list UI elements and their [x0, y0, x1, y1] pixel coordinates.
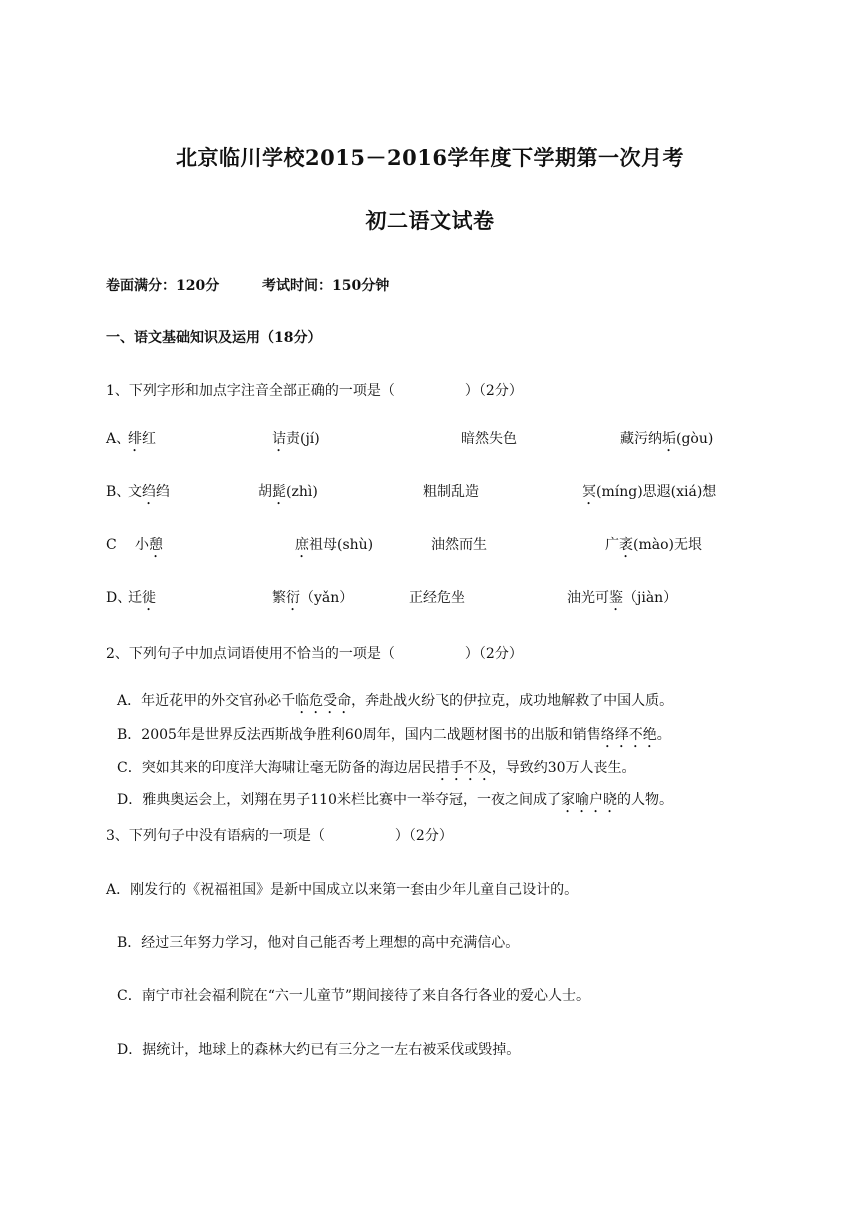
q3-option-d: D．据统计，地球上的森林大约已有三分之一左右被采伐或毁掉。 [117, 1042, 521, 1058]
time-info: 考试时间：150分钟 [262, 278, 390, 294]
text-run: A．年近花甲的外交官孙必千 [117, 693, 296, 709]
q1-option-c-item-4 [605, 534, 702, 561]
section-1-title: 一、语文基础知识及运用（18分） [106, 330, 322, 346]
text-run: B．2005年是世界反法西斯战争胜利60周年，国内二战题材图书的出版和销售 [117, 727, 601, 743]
dotted-char: 垢 [662, 431, 676, 447]
dotted-char: 袤 [619, 537, 633, 553]
q1-option-d-item-1 [128, 587, 156, 614]
text-run: 广 [605, 537, 619, 553]
text-run: 藏污纳 [620, 431, 662, 447]
text-run: 文 [128, 484, 142, 500]
q1-option-c-item-1 [135, 534, 163, 561]
q1-option-a-item-4 [620, 428, 713, 455]
q2-option-b [117, 724, 671, 751]
text-run: (zhì) [286, 484, 318, 500]
q2-option-c [117, 757, 636, 784]
text-run: C．突如其来的印度洋大海啸让毫无防备的海边居民 [117, 760, 436, 776]
q1-option-a-item-3: 暗然失色 [461, 431, 517, 447]
text-run: ，奔赴战火纷飞的伊拉克，成功地解救了中国人质。 [351, 693, 674, 709]
dotted-char: 衍 [286, 590, 300, 606]
text-run: （jiàn） [623, 590, 678, 606]
text-run: (xiá)想 [670, 484, 717, 500]
text-run: （yǎn） [300, 590, 354, 606]
q1-option-b-item-2 [258, 481, 318, 508]
text-run: 迁 [128, 590, 142, 606]
text-run: 油光可 [567, 590, 609, 606]
q1-option-d-item-2 [272, 587, 353, 614]
text-run: 小 [135, 537, 149, 553]
dotted-char: 诘 [272, 431, 286, 447]
q3-option-b: B．经过三年努力学习，他对自己能否考上理想的高中充满信心。 [117, 935, 520, 951]
question-1-stem: 1、下列字形和加点字注音全部正确的一项是（ ）（2分） [106, 383, 523, 399]
dotted-phrase: 措手不及 [435, 760, 492, 776]
question-3-stem: 3、下列句子中没有语病的一项是（ ）（2分） [106, 828, 453, 844]
q1-option-b-item-4 [582, 481, 716, 508]
dotted-char: 绯 [128, 431, 142, 447]
q1-option-d-item-3: 正经危坐 [409, 590, 465, 606]
q1-option-b-item-1 [128, 481, 170, 508]
dotted-char: 髭 [272, 484, 286, 500]
question-2-stem: 2、下列句子中加点词语使用不恰当的一项是（ ）（2分） [106, 646, 523, 662]
q3-option-c: C．南宁市社会福利院在“六一儿童节”期间接待了来自各行各业的爱心人士。 [117, 988, 591, 1004]
q1-option-a-item-1 [128, 428, 156, 455]
text-run: (míng)思遐 [596, 484, 671, 500]
text-run: 胡 [258, 484, 272, 500]
text-run: (gòu) [676, 431, 714, 447]
dotted-phrase: 家喻户晓 [560, 792, 617, 808]
q1-option-a-label: A、 [106, 431, 131, 447]
text-run: 红 [142, 431, 156, 447]
q1-option-c-item-2 [295, 534, 373, 561]
text-run: 繁 [272, 590, 286, 606]
text-run: 绉 [156, 484, 170, 500]
q1-option-b-label: B、 [106, 484, 131, 500]
q1-option-c-label: C [106, 537, 131, 553]
q1-option-c-item-3: 油然而生 [431, 537, 487, 553]
dotted-char: 憩 [149, 537, 163, 553]
q3-option-a: A．刚发行的《祝福祖国》是新中国成立以来第一套由少年儿童自己设计的。 [106, 882, 579, 898]
text-run: 的人物。 [616, 792, 673, 808]
q2-option-d [117, 789, 673, 816]
text-run: 祖母(shù) [309, 537, 374, 553]
score-info: 卷面满分：120分 [106, 278, 220, 294]
page-title: 北京临川学校2015－2016学年度下学期第一次月考 [176, 145, 684, 170]
q1-option-d-item-4 [567, 587, 677, 614]
dotted-char: 鉴 [609, 590, 623, 606]
dotted-char: 冥 [582, 484, 596, 500]
text-run: ，导致约30万人丧生。 [491, 760, 636, 776]
dotted-phrase: 临危受命 [295, 693, 352, 709]
dotted-char: 绉 [142, 484, 156, 500]
text-run: 责(jí) [286, 431, 320, 447]
dotted-char: 庶 [295, 537, 309, 553]
q1-option-d-label: D、 [106, 590, 132, 606]
dotted-phrase: 络绎不绝 [600, 727, 657, 743]
q2-option-a [117, 690, 673, 717]
q1-option-b-item-3: 粗制乱造 [423, 484, 479, 500]
dotted-char: 徙 [142, 590, 156, 606]
text-run: (mào)无垠 [633, 537, 702, 553]
q1-option-a-item-2 [272, 428, 320, 455]
text-run: D．雅典奥运会上，刘翔在男子110米栏比赛中一举夺冠，一夜之间成了 [117, 792, 561, 808]
text-run: 。 [656, 727, 671, 743]
page-subtitle: 初二语文试卷 [365, 208, 495, 233]
